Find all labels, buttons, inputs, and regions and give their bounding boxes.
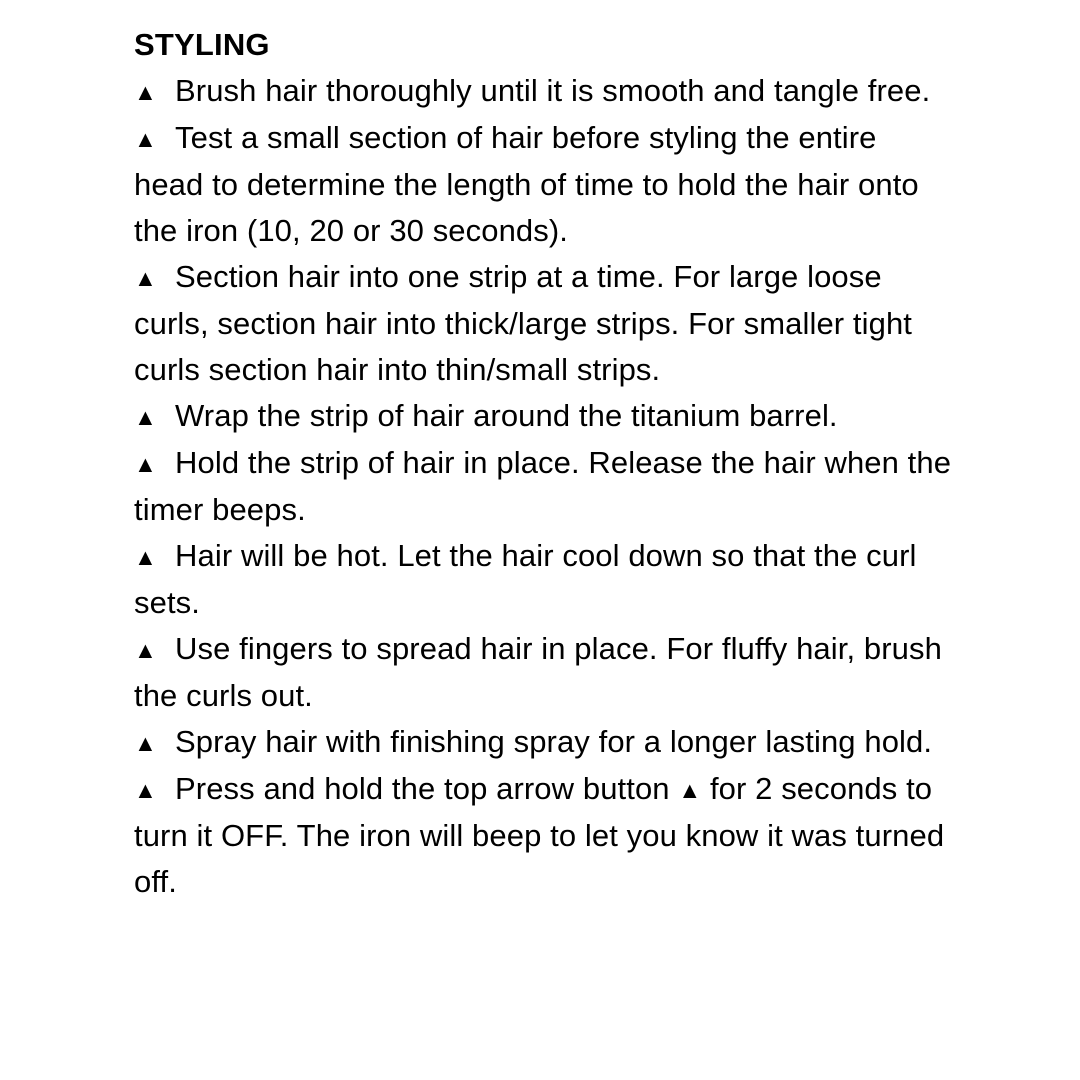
step-text: Test a small section of hair before styling the entire head to determine the length of time to hold the hair onto the iron (10, 20 or 30 seconds).: [134, 120, 919, 248]
section-heading: STYLING: [134, 27, 270, 62]
step-item: [134, 533, 954, 626]
triangle-bullet-icon: ▲: [134, 777, 157, 803]
step-text-after-icon: for 2 seconds to turn it OFF. The iron will beep to let you know it was turned off.: [134, 771, 945, 899]
triangle-bullet-icon: ▲: [134, 79, 157, 105]
triangle-bullet-icon: ▲: [134, 126, 157, 152]
triangle-bullet-icon: ▲: [134, 730, 157, 756]
up-arrow-button-icon: ▲: [678, 777, 702, 803]
step-text: Spray hair with finishing spray for a longer lasting hold.: [175, 724, 933, 759]
triangle-bullet-icon: ▲: [134, 451, 157, 477]
step-item: [134, 440, 954, 533]
step-text: Wrap the strip of hair around the titanium barrel.: [175, 398, 838, 433]
step-text: Use fingers to spread hair in place. For fluffy hair, brush the curls out.: [134, 631, 942, 713]
step-text-before-icon: Press and hold the top arrow button: [175, 771, 670, 806]
triangle-bullet-icon: ▲: [134, 637, 157, 663]
step-text: Hold the strip of hair in place. Release the hair when the timer beeps.: [134, 445, 952, 527]
step-text: Section hair into one strip at a time. For large loose curls, section hair into thick/large strips. For smaller tight curls section hair into thin/small strips.: [134, 259, 913, 387]
step-item: [134, 68, 954, 115]
step-text: Hair will be hot. Let the hair cool down so that the curl sets.: [134, 538, 917, 620]
step-item-power-off: [134, 766, 954, 905]
step-item: [134, 254, 954, 393]
step-item: [134, 393, 954, 440]
triangle-bullet-icon: ▲: [134, 404, 157, 430]
styling-steps-list: [134, 68, 954, 905]
step-item: [134, 115, 954, 254]
step-item: [134, 719, 954, 766]
styling-section: [134, 22, 954, 905]
triangle-bullet-icon: ▲: [134, 544, 157, 570]
step-text: Brush hair thoroughly until it is smooth and tangle free.: [175, 73, 931, 108]
triangle-bullet-icon: ▲: [134, 265, 157, 291]
step-item: [134, 626, 954, 719]
